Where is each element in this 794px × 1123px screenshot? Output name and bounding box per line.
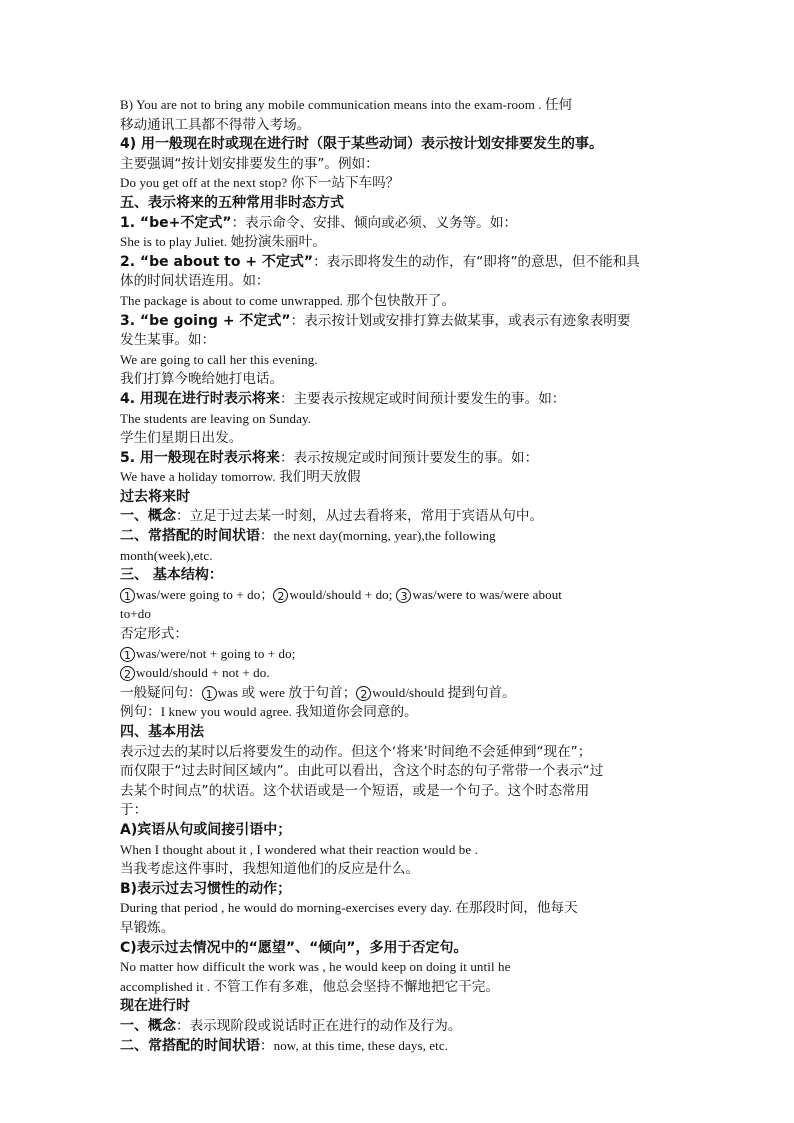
section-heading: 现在进行时 [120, 998, 190, 1015]
text-line: 学生们星期日出发。 [120, 430, 243, 447]
section-heading: 五、表示将来的五种常用非时态方式 [120, 194, 344, 211]
section-heading: 过去将来时 [120, 488, 190, 505]
section-heading: C)表示过去情况中的“愿望”、“倾向”，多用于否定句。 [120, 939, 468, 956]
circled-number: 3 [396, 588, 411, 603]
text-line: 当我考虑这件事时，我想知道他们的反应是什么。 [120, 861, 420, 878]
text-line: 否定形式： [120, 626, 188, 643]
text-line: 1. “be+不定式”：表示命令、安排、倾向或必须、义务等。如： [120, 214, 518, 231]
section-heading: 4) 用一般现在时或现在进行时（限于某些动词）表示按计划安排要发生的事。 [120, 136, 604, 153]
text-line: 一、概念：表示现阶段或说话时正在进行的动作及行为。 [120, 1017, 462, 1034]
text-line: 而仅限于“过去时间区域内”。由此可以看出，含这个时态的句子常带一个表示“过 [120, 763, 604, 780]
example-line: When I thought about it , I wondered what their reaction would be . [120, 841, 478, 857]
structure-line: 一般疑问句： 1 was 或 were 放于句首； 2 would/should 提到句首。 [120, 684, 516, 701]
structure-line: 1 was/were going to + do； 2 would/should + do; 3 was/were to was/were about [120, 586, 676, 606]
example-line: The students are leaving on Sunday. [120, 410, 312, 426]
section-heading: A)宾语从句或间接引语中； [120, 821, 292, 838]
example-line: She is to play Juliet. 她扮演朱丽叶。 [120, 234, 326, 251]
text-line: 主要强调“按计划安排要发生的事”。例如： [120, 155, 379, 172]
example-line: We have a holiday tomorrow. 我们明天放假 [120, 469, 361, 486]
section-heading: 四、基本用法 [120, 724, 204, 740]
section-heading: B)表示过去习惯性的动作； [120, 880, 292, 897]
text-line: 去某个时间点”的状语。这个状语或是一个短语，或是一个句子。这个时态常用 [120, 782, 590, 799]
example-line: We are going to call her this evening. [120, 351, 318, 367]
circled-number: 2 [120, 666, 135, 681]
text-line: month(week),etc. [120, 547, 213, 563]
structure-line: to+do [120, 606, 151, 622]
text-line: 4. 用现在进行时表示将来：主要表示按规定或时间预计要发生的事。如： [120, 390, 566, 407]
text-line: 早锻炼。 [120, 919, 175, 936]
text-line: B) You are not to bring any mobile communication means into the exam-room . 任何 [120, 97, 573, 113]
text-line: 一、概念：立足于过去某一时刻，从过去看将来，常用于宾语从句中。 [120, 508, 544, 525]
example-line: accomplished it . 不管工作有多难，他总会坚持不懈地把它干完。 [120, 978, 499, 995]
text-line: 移动通讯工具都不得带入考场。 [120, 116, 311, 133]
circled-number: 1 [120, 588, 135, 603]
example-line: During that period , he would do morning-exercises every day. 在那段时间，他每天 [120, 900, 578, 917]
text-line: 3. “be going + 不定式”：表示按计划或安排打算去做某事，或表示有迹象表明要 [120, 312, 631, 329]
text-line: 二、常搭配的时间状语：the next day(morning, year),the following [120, 528, 496, 545]
text-line: 表示过去的某时以后将要发生的动作。但这个‘将来’时间绝不会延伸到“现在”； [120, 743, 592, 760]
text-line: 于： [120, 802, 148, 819]
example-line: The package is about to come unwrapped. 那个包快散开了。 [120, 292, 456, 309]
structure-line: 1 was/were/not + going to + do; [120, 645, 676, 665]
circled-number: 1 [120, 647, 135, 662]
example-line: No matter how difficult the work was , he would keep on doing it until he [120, 959, 511, 975]
text-line: 我们打算今晚给她打电话。 [120, 371, 284, 388]
circled-number: 2 [273, 588, 288, 603]
example-line: 例句：I knew you would agree. 我知道你会同意的。 [120, 704, 418, 721]
text-line: 体的时间状语连用。如： [120, 273, 270, 290]
text-line: 2. “be about to + 不定式”：表示即将发生的动作，有“即将”的意思，但不能和具 [120, 253, 640, 270]
section-heading: 三、 基本结构： [120, 567, 223, 584]
circled-number: 2 [356, 686, 371, 701]
text-line: 二、常搭配的时间状语：now, at this time, these days, etc. [120, 1037, 449, 1054]
document-page [120, 96, 676, 1056]
structure-line: 2 would/should + not + do. [120, 664, 676, 684]
text-line: 发生某事。如： [120, 332, 216, 349]
text-line: 5. 用一般现在时表示将来：表示按规定或时间预计要发生的事。如： [120, 449, 539, 466]
circled-number: 1 [202, 686, 217, 701]
example-line: Do you get off at the next stop? 你下一站下车吗？ [120, 175, 400, 192]
